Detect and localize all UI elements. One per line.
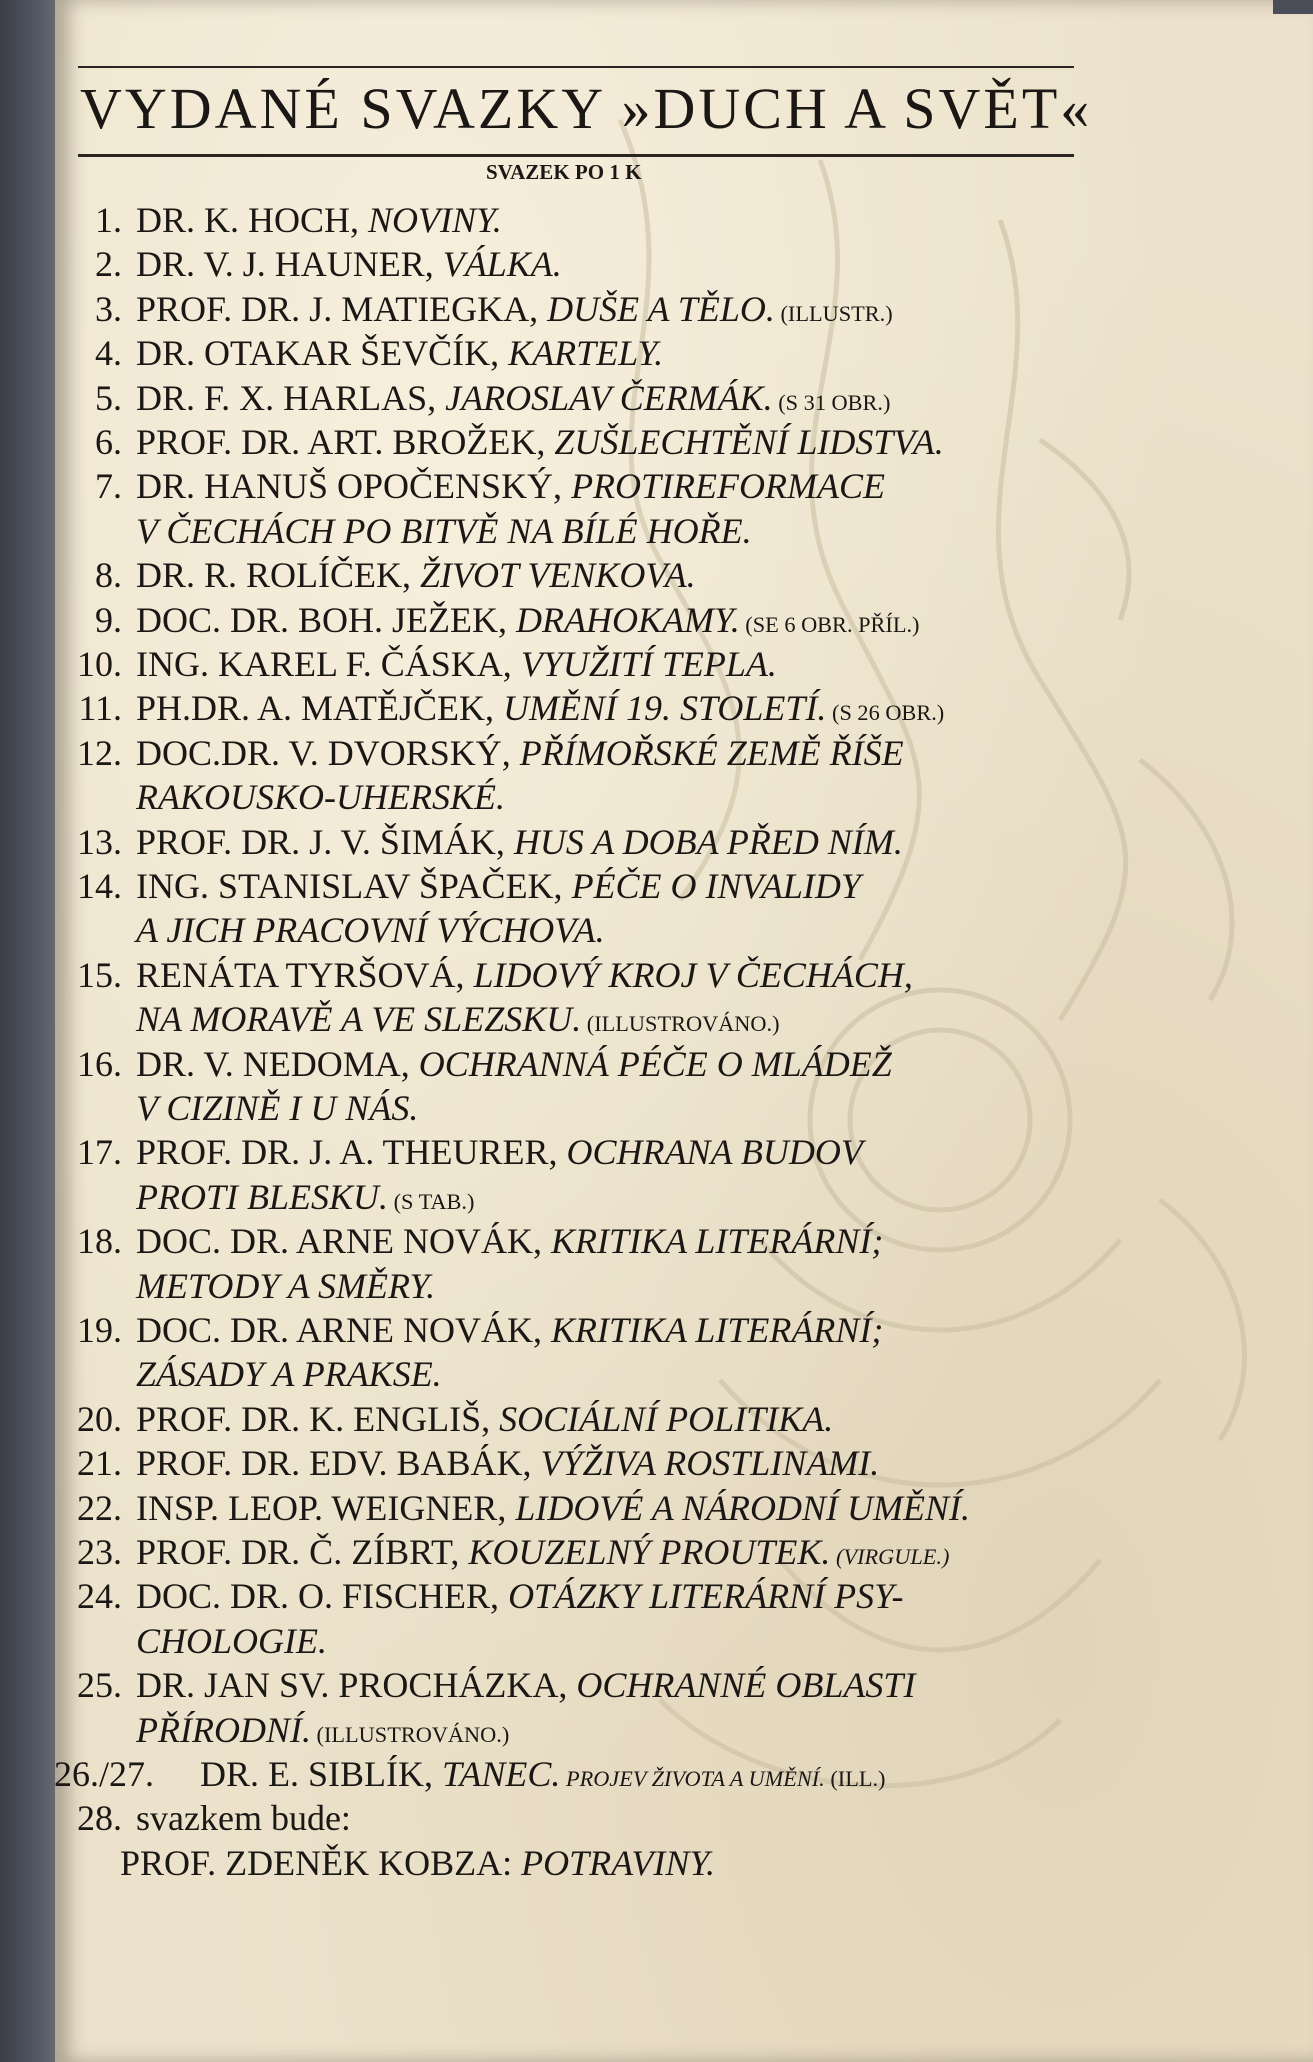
entry-number: 17. bbox=[77, 1132, 122, 1173]
entry-author-text: DOC. DR. O. FISCHER, bbox=[136, 1576, 509, 1617]
title-rule-top bbox=[78, 66, 1074, 68]
entry-title-text: JAROSLAV ČERMÁK. bbox=[445, 377, 773, 418]
entry-number: 18. bbox=[77, 1221, 122, 1262]
entry-line bbox=[136, 1576, 904, 1617]
entry-title-text: ZUŠLECHTĚNÍ LIDSTVA. bbox=[554, 422, 944, 462]
entry-line bbox=[136, 868, 861, 904]
entry-note-text: (S 26 OBR.) bbox=[826, 700, 945, 726]
entry-author-text: DR. E. SIBLÍK, bbox=[200, 1754, 442, 1794]
page-title: VYDANÉ SVAZKY »DUCH A SVĚT« bbox=[80, 76, 1093, 141]
entry-line bbox=[136, 1132, 863, 1173]
entry-number: 6. bbox=[95, 422, 122, 462]
entry-author-text: ING. STANISLAV ŠPAČEK, bbox=[136, 866, 572, 906]
entry-author-text: DR. V. J. HAUNER, bbox=[136, 244, 443, 285]
entry-number: 15. bbox=[77, 954, 122, 995]
entry-line bbox=[136, 688, 945, 729]
page-subtitle: SVAZEK PO 1 K bbox=[486, 160, 642, 184]
entry-title-text: SOCIÁLNÍ POLITIKA. bbox=[499, 1398, 834, 1439]
entry-author-text: PROF. DR. Č. ZÍBRT, bbox=[136, 1532, 469, 1572]
entry-author-text: RENÁTA TYRŠOVÁ, bbox=[136, 954, 474, 995]
entry-author-text: PROF. DR. EDV. BABÁK, bbox=[136, 1443, 541, 1484]
entry-author-text: DR. V. NEDOMA, bbox=[136, 1043, 419, 1084]
entry-line bbox=[136, 1090, 418, 1126]
entry-author-text: PROF. DR. ART. BROŽEK, bbox=[136, 422, 555, 462]
entry-title-text: VÁLKA. bbox=[442, 244, 562, 285]
entry-number: 22. bbox=[77, 1487, 122, 1528]
entry-line bbox=[136, 202, 502, 238]
entry-title-text: KARTELY. bbox=[508, 333, 664, 374]
entry-title-text: METODY A SMĚRY. bbox=[136, 1265, 436, 1306]
entry-author-text: PROF. DR. J. MATIEGKA, bbox=[136, 288, 548, 329]
entry-line bbox=[136, 1354, 442, 1395]
entry-line bbox=[136, 1798, 351, 1839]
entry-title-text: V ČECHÁCH PO BITVĚ NA BÍLÉ HOŘE. bbox=[136, 510, 752, 551]
entry-title-text: KOUZELNÝ PROUTEK. bbox=[468, 1532, 831, 1572]
entry-number: 11. bbox=[78, 688, 122, 729]
entry-number: 28. bbox=[77, 1798, 122, 1839]
entry-line bbox=[136, 999, 780, 1040]
entry-line bbox=[136, 1312, 883, 1348]
entry-line bbox=[136, 555, 696, 596]
entry-line bbox=[136, 1487, 970, 1528]
entry-line bbox=[136, 1665, 916, 1706]
entry-number: 25. bbox=[77, 1665, 122, 1706]
entry-author-text: ING. KAREL F. ČÁSKA, bbox=[136, 644, 521, 684]
entry-title-text: (VIRGULE.) bbox=[830, 1544, 950, 1569]
entry-title-text: ŽIVOT VENKOVA. bbox=[420, 555, 696, 596]
entry-number: 24. bbox=[77, 1576, 122, 1617]
entry-title-text: DUŠE A TĚLO. bbox=[547, 288, 775, 329]
entry-note-text: (ILLUSTROVÁNO.) bbox=[310, 1721, 510, 1747]
entry-title-text: POTRAVINY. bbox=[521, 1842, 716, 1883]
entry-title-text: NA MORAVĚ A VE SLEZSKU. bbox=[136, 999, 582, 1040]
entry-number: 26./27. bbox=[54, 1754, 155, 1794]
entry-number: 9. bbox=[95, 599, 122, 640]
entry-line bbox=[136, 910, 605, 951]
entry-line bbox=[136, 288, 893, 329]
entry-author-text: PROF. DR. J. V. ŠIMÁK, bbox=[136, 821, 514, 862]
entry-line bbox=[136, 732, 904, 773]
entry-title-text: NOVINY. bbox=[368, 200, 502, 240]
entry-line bbox=[136, 646, 777, 682]
entry-number: 2. bbox=[95, 244, 122, 285]
entry-title-text: ZÁSADY A PRAKSE. bbox=[136, 1354, 442, 1395]
entry-title-text: PŘÍMOŘSKÉ ZEMĚ ŘÍŠE bbox=[519, 732, 904, 773]
entry-title-text: PŘÍRODNÍ. bbox=[136, 1709, 311, 1750]
entry-line bbox=[136, 599, 920, 640]
entry-title-text: CHOLOGIE. bbox=[136, 1620, 328, 1661]
entry-line bbox=[136, 510, 752, 551]
entry-title-text: HUS A DOBA PŘED NÍM. bbox=[513, 821, 903, 862]
entry-author-text: DR. JAN SV. PROCHÁZKA, bbox=[136, 1665, 577, 1706]
entry-title-text: OCHRANNÉ OBLASTI bbox=[576, 1665, 916, 1706]
entry-number: 19. bbox=[77, 1310, 122, 1350]
entry-author-text: DR. HANUŠ OPOČENSKÝ, bbox=[136, 466, 572, 507]
entry-line bbox=[136, 954, 913, 995]
entry-title-text: LIDOVÉ A NÁRODNÍ UMĚNÍ. bbox=[515, 1487, 970, 1528]
entry-author-text: DR. OTAKAR ŠEVČÍK, bbox=[136, 333, 509, 374]
entry-line bbox=[136, 377, 891, 418]
entry-author-text: PROF. ZDENĚK KOBZA: bbox=[120, 1842, 522, 1883]
title-rule-bottom bbox=[78, 154, 1074, 157]
entry-title-text: RAKOUSKO-UHERSKÉ. bbox=[136, 777, 505, 818]
entry-author-text: DOC. DR. BOH. JEŽEK, bbox=[136, 599, 517, 640]
entry-author-text: DR. F. X. HARLAS, bbox=[136, 377, 446, 418]
entry-title-text: OTÁZKY LITERÁRNÍ PSY- bbox=[508, 1576, 904, 1617]
entry-number: 12. bbox=[77, 732, 122, 773]
entry-author-text: DOC.DR. V. DVORSKÝ, bbox=[136, 732, 520, 773]
entry-line bbox=[136, 1534, 949, 1570]
entry-author-text: PROF. DR. K. ENGLIŠ, bbox=[136, 1398, 500, 1439]
entry-title-text: OCHRANNÁ PÉČE O MLÁDEŽ bbox=[418, 1043, 892, 1084]
entry-author-text: PROF. DR. J. A. THEURER, bbox=[136, 1132, 567, 1173]
entry-number: 4. bbox=[95, 333, 122, 374]
entry-note-text: (ILLUSTROVÁNO.) bbox=[581, 1011, 780, 1037]
entry-title-text: PÉČE O INVALIDY bbox=[571, 866, 861, 906]
entry-title-text: PROJEV ŽIVOTA A UMĚNÍ. bbox=[560, 1766, 825, 1791]
entry-author-text: svazkem bude: bbox=[136, 1798, 351, 1839]
entry-line bbox=[136, 1443, 880, 1484]
entry-line bbox=[136, 821, 903, 862]
entry-line bbox=[136, 1043, 892, 1084]
entry-number: 7. bbox=[95, 466, 122, 507]
entry-author-text: DOC. DR. ARNE NOVÁK, bbox=[136, 1221, 552, 1262]
entry-line bbox=[136, 1620, 328, 1661]
entry-number: 20. bbox=[77, 1398, 122, 1439]
entry-number: 23. bbox=[77, 1532, 122, 1572]
entry-author-text: DR. K. HOCH, bbox=[136, 200, 369, 240]
entry-number: 1. bbox=[95, 200, 122, 240]
entry-author-text: DR. R. ROLÍČEK, bbox=[136, 555, 421, 596]
entry-line bbox=[136, 777, 505, 818]
entry-title-text: DRAHOKAMY. bbox=[516, 599, 740, 640]
entry-number: 8. bbox=[95, 555, 122, 596]
entry-author-text: INSP. LEOP. WEIGNER, bbox=[136, 1487, 516, 1528]
entry-title-text: A JICH PRACOVNÍ VÝCHOVA. bbox=[136, 910, 605, 951]
entry-title-text: V CIZINĚ I U NÁS. bbox=[136, 1088, 419, 1128]
entry-note-text: (S TAB.) bbox=[388, 1188, 475, 1214]
entry-number: 14. bbox=[77, 866, 122, 906]
entry-note-text: (SE 6 OBR. PŘÍL.) bbox=[739, 611, 920, 637]
entry-line bbox=[136, 1176, 475, 1217]
entry-title-text: VÝŽIVA ROSTLINAMI. bbox=[540, 1443, 880, 1484]
entry-number: 16. bbox=[77, 1043, 122, 1084]
entry-author-text: DOC. DR. ARNE NOVÁK, bbox=[136, 1310, 552, 1350]
entry-line bbox=[136, 244, 562, 285]
entry-title-text: KRITIKA LITERÁRNÍ; bbox=[551, 1221, 884, 1262]
entry-line bbox=[136, 1221, 884, 1262]
entry-number: 3. bbox=[95, 288, 122, 329]
entry-title-text: PROTIREFORMACE bbox=[571, 466, 885, 507]
entry-title-text: TANEC. bbox=[442, 1754, 561, 1794]
entry-number: 5. bbox=[95, 377, 122, 418]
entry-line bbox=[136, 1709, 510, 1750]
entry-title-text: LIDOVÝ KROJ V ČECHÁCH, bbox=[473, 954, 913, 995]
entry-title-text: UMĚNÍ 19. STOLETÍ. bbox=[503, 688, 827, 729]
entry-number: 10. bbox=[77, 644, 122, 684]
entry-title-text: PROTI BLESKU. bbox=[136, 1176, 388, 1217]
entry-note-text: (ILL.) bbox=[824, 1766, 886, 1791]
entry-title-text: KRITIKA LITERÁRNÍ; bbox=[551, 1310, 884, 1350]
entry-author-text: PH.DR. A. MATĚJČEK, bbox=[136, 688, 504, 729]
entry-line bbox=[136, 424, 944, 460]
entry-line bbox=[200, 1756, 885, 1792]
entry-number: 21. bbox=[77, 1443, 122, 1484]
entry-line bbox=[136, 333, 664, 374]
entry-note-text: (ILLUSTR.) bbox=[774, 300, 893, 326]
entry-line bbox=[136, 1398, 834, 1439]
entry-note-text: (S 31 OBR.) bbox=[772, 389, 891, 415]
entry-line bbox=[136, 1265, 436, 1306]
entry-line bbox=[136, 466, 885, 507]
entry-number: 13. bbox=[77, 821, 122, 862]
entry-title-text: VYUŽITÍ TEPLA. bbox=[520, 644, 777, 684]
entry-title-text: OCHRANA BUDOV bbox=[566, 1132, 863, 1173]
entry-line bbox=[120, 1842, 716, 1883]
